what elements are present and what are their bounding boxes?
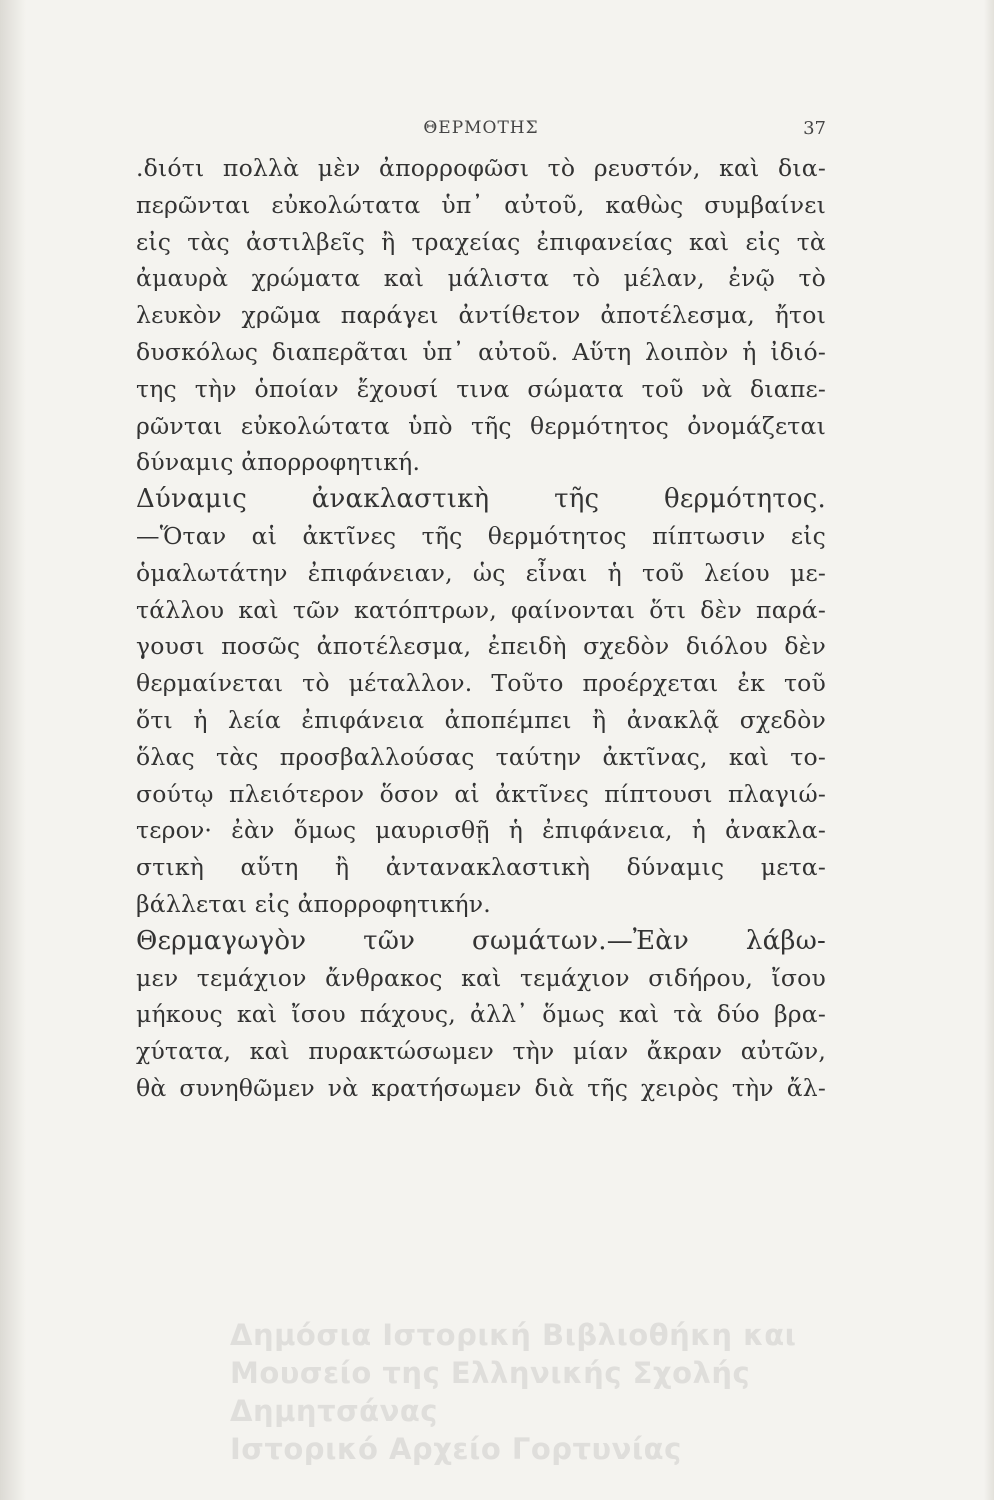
text-line: δύναμις ἀπορροφητική. <box>136 448 421 477</box>
watermark-line: Δημόσια Ιστορική Βιβλιοθήκη και <box>230 1318 797 1352</box>
text-line: μήκους καὶ ἴσου πάχους, ἀλλ᾽ ὅμως καὶ τὰ δύο βρα- <box>136 1000 826 1029</box>
library-watermark <box>230 1316 950 1468</box>
text-line: .διότι πολλὰ μὲν ἀπορροφῶσι τὸ ρευστόν, καὶ δια- <box>136 154 826 182</box>
text-line: θερμαίνεται τὸ μέταλλον. Τοῦτο προέρχεται ἐκ τοῦ <box>136 669 826 698</box>
watermark-line: Μουσείο της Ελληνικής Σχολής Δημητσάνας <box>230 1356 751 1428</box>
body-text <box>136 150 826 1107</box>
running-head <box>136 118 826 148</box>
text-line: τερον· ἐὰν ὅμως μαυρισθῇ ἡ ἐπιφάνεια, ἡ ἀνακλα- <box>136 816 826 845</box>
running-title: ΘΕΡΜΟΤΗΣ <box>423 118 539 138</box>
text-line: εἰς τὰς ἀστιλβεῖς ἢ τραχείας ἐπιφανείας καὶ εἰς τὰ <box>136 227 826 256</box>
watermark-line: Ιστορικό Αρχείο Γορτυνίας <box>230 1432 682 1466</box>
text-line: ὅλας τὰς προσβαλλούσας ταύτην ἀκτῖνας, καὶ το- <box>136 742 826 771</box>
text-line: ἀμαυρὰ χρώματα καὶ μάλιστα τὸ μέλαν, ἐνῷ τὸ <box>136 264 826 293</box>
page-number: 37 <box>803 118 826 139</box>
text-line: ρῶνται εὐκολώτατα ὑπὸ τῆς θερμότητος ὀνομάζεται <box>136 411 826 440</box>
text-line: περῶνται εὐκολώτατα ὑπ᾽ αὐτοῦ, καθὼς συμβαίνει <box>136 190 826 219</box>
text-line: της τὴν ὁποίαν ἔχουσί τινα σώματα τοῦ νὰ διαπε- <box>136 374 826 403</box>
text-line: μεν τεμάχιον ἄνθρακος καὶ τεμάχιον σιδήρου, ἴσου <box>136 963 826 992</box>
text-line: —Ὅταν αἱ ἀκτῖνες τῆς θερμότητος πίπτωσιν εἰς <box>136 521 826 550</box>
text-line: ὅτι ἡ λεία ἐπιφάνεια ἀποπέμπει ἢ ἀνακλᾷ σχεδὸν <box>136 705 826 734</box>
text-line: δυσκόλως διαπερᾶται ὑπ᾽ αὐτοῦ. Αὕτη λοιπὸν ἡ ἰδιό- <box>136 337 826 366</box>
text-line: βάλλεται εἰς ἀπορροφητικήν. <box>136 889 491 918</box>
text-line: τάλλου καὶ τῶν κατόπτρων, φαίνονται ὅτι δὲν παρά- <box>136 595 826 624</box>
section-heading-line: Θερμαγωγὸν τῶν σωμάτων.—Ἐὰν λάβω- <box>136 925 826 956</box>
section-heading-line: Δύναμις ἀνακλαστικὴ τῆς θερμότητος. <box>136 484 826 515</box>
text-line: σούτῳ πλειότερον ὅσον αἱ ἀκτῖνες πίπτουσι πλαγιώ- <box>136 779 826 808</box>
page-edge-shadow <box>984 0 994 1500</box>
text-line: χύτατα, καὶ πυρακτώσωμεν τὴν μίαν ἄκραν αὐτῶν, <box>136 1037 826 1066</box>
text-line: λευκὸν χρῶμα παράγει ἀντίθετον ἀποτέλεσμα, ἤτοι <box>136 301 826 330</box>
text-line: γουσι ποσῶς ἀποτέλεσμα, ἐπειδὴ σχεδὸν διόλου δὲν <box>136 632 826 661</box>
text-line: ὁμαλωτάτην ἐπιφάνειαν, ὡς εἶναι ἡ τοῦ λείου με- <box>136 558 826 587</box>
page-gutter-shadow <box>0 0 26 1500</box>
text-line: στικὴ αὕτη ἢ ἀντανακλαστικὴ δύναμις μετα- <box>136 853 826 882</box>
text-line: θὰ συνηθῶμεν νὰ κρατήσωμεν διὰ τῆς χειρὸς τὴν ἄλ- <box>136 1073 826 1102</box>
